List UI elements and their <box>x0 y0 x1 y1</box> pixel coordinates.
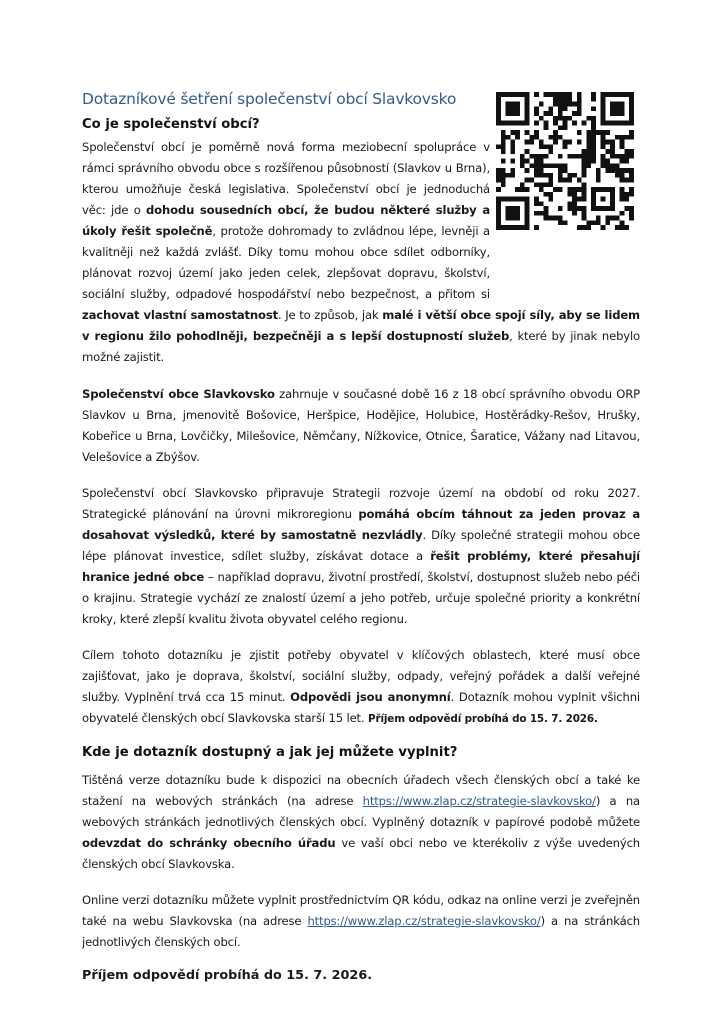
intro-text-2: , protože dohromady to zvládnou lépe, levněji a kvalitněji než každá zvlášť. Díky tomu mohou obce sdílet odborníky, plánovat rozvoj území jako jeden celek, zlepšovat dopravu, školství, sociální služby, odpadové hospodářství nebo bezpečnost, a přitom si <box>82 224 490 301</box>
print-text-1: Tištěná verze dotazníku bude k dispozici na obecních úřadech všech členských obcí a také ke stažení na webových stránkách (na adrese <box>82 773 640 808</box>
strategy-text-3: – například dopravu, životní prostředí, školství, dostupnost služeb nebo péči o krajinu. Strategie vychází ze znalostí území a jeho potřeb, určuje společné priority a konkrétní kroky, které zlepší kvalitu života obyvatel celého regionu. <box>82 570 640 626</box>
online-text-2: ) a na stránkách jednotlivých členských obcí. <box>82 914 640 949</box>
print-text-3: ve vaší obci nebo ve kterékoliv z výše uvedených členských obcí Slavkovska. <box>82 836 640 871</box>
section-heading-where: Kde je dotazník dostupný a jak jej můžete vyplnit? <box>82 745 458 760</box>
strategy-link-1[interactable]: https://www.zlap.cz/strategie-slavkovsko/ <box>362 794 596 808</box>
document-body <box>82 90 640 983</box>
strategy-bold-1: pomáhá obcím táhnout za jeden provaz a dosahovat výsledků, které by samostatně nezvládly <box>82 507 640 542</box>
print-text-2: ) a na webových stránkách jednotlivých členských obcí. Vyplněný dotazník v papírové podobě můžete <box>82 794 640 829</box>
document-title: Dotazníkové šetření společenství obcí Slavkovsko <box>82 90 457 108</box>
intro-bold-1: dohodu sousedních obcí, že budou některé služby a úkoly řešit společně <box>82 203 490 238</box>
final-deadline: Příjem odpovědí probíhá do 15. 7. 2026. <box>82 968 373 983</box>
paragraph-members <box>82 384 640 468</box>
goal-text-2: . Dotazník mohou vyplnit všichni obyvatelé členských obcí Slavkovska starší 15 let. <box>82 690 640 725</box>
strategy-text-2: . Díky společné strategii mohou obce lépe plánovat investice, sdílet služby, získávat dotace a <box>82 528 640 563</box>
strategy-bold-2: řešit problémy, které přesahují hranice jedné obce <box>82 549 640 584</box>
goal-bold-anonymous: Odpovědi jsou anonymní <box>290 690 451 704</box>
strategy-link-2[interactable]: https://www.zlap.cz/strategie-slavkovsko/ <box>307 914 541 928</box>
online-text-1: Online verzi dotazníku můžete vyplnit prostřednictvím QR kódu, odkaz na online verzi je zveřejněn také na webu Slavkovska (na adrese <box>82 893 640 928</box>
members-bold: Společenství obce Slavkovsko <box>82 387 275 401</box>
intro-text-4: , které by jinak nebylo možné zajistit. <box>82 329 640 364</box>
section-heading-what-is: Co je společenství obcí? <box>82 117 260 132</box>
goal-text-1: Cílem tohoto dotazníku je zjistit potřeby obyvatel v klíčových oblastech, které musí obce zajišťovat, jako je doprava, školství, sociální služby, odpady, veřejný pořádek a další veřejné služby. Vyplnění trvá cca 15 minut. <box>82 648 640 704</box>
intro-bold-3: malé i větší obce spojí síly, aby se lidem v regionu žilo pohodlněji, bezpečněji a s lepší dostupností služeb <box>82 308 640 343</box>
members-text: zahrnuje v současné době 16 z 18 obcí správního obvodu ORP Slavkov u Brna, jmenovitě Bošovice, Heršpice, Hodějice, Holubice, Hostěrádky-Rešov, Hrušky, Kobeřice u Brna, Lovčičky, Milešovice, Němčany, Nížkovice, Otnice, Šaratice, Vážany nad Litavou, Velešovice a Zbýšov. <box>82 387 640 464</box>
paragraph-strategy <box>82 483 640 630</box>
strategy-text-1: Společenství obcí Slavkovsko připravuje Strategii rozvoje území na období od roku 2027. Strategické plánování na úrovni mikroregionu <box>82 486 640 521</box>
print-bold: odevzdat do schránky obecního úřadu <box>82 836 336 850</box>
intro-text-3: . Je to způsob, jak <box>277 308 383 322</box>
intro-bold-2: zachovat vlastní samostatnost <box>82 308 278 322</box>
paragraph-intro <box>82 137 640 368</box>
goal-deadline: Příjem odpovědí probíhá do 15. 7. 2026. <box>368 713 598 725</box>
intro-text-1: Společenství obcí je poměrně nová forma meziobecní spolupráce v rámci správního obvodu obce s rozšířenou působností (Slavkov u Brna), kterou umožňuje česká legislativa. Společenství obcí je jednoduchá věc: jde o <box>82 140 490 217</box>
qr-float-spacer <box>490 137 640 285</box>
paragraph-goal <box>82 645 640 730</box>
paragraph-online-version <box>82 890 640 953</box>
paragraph-print-version <box>82 770 640 875</box>
